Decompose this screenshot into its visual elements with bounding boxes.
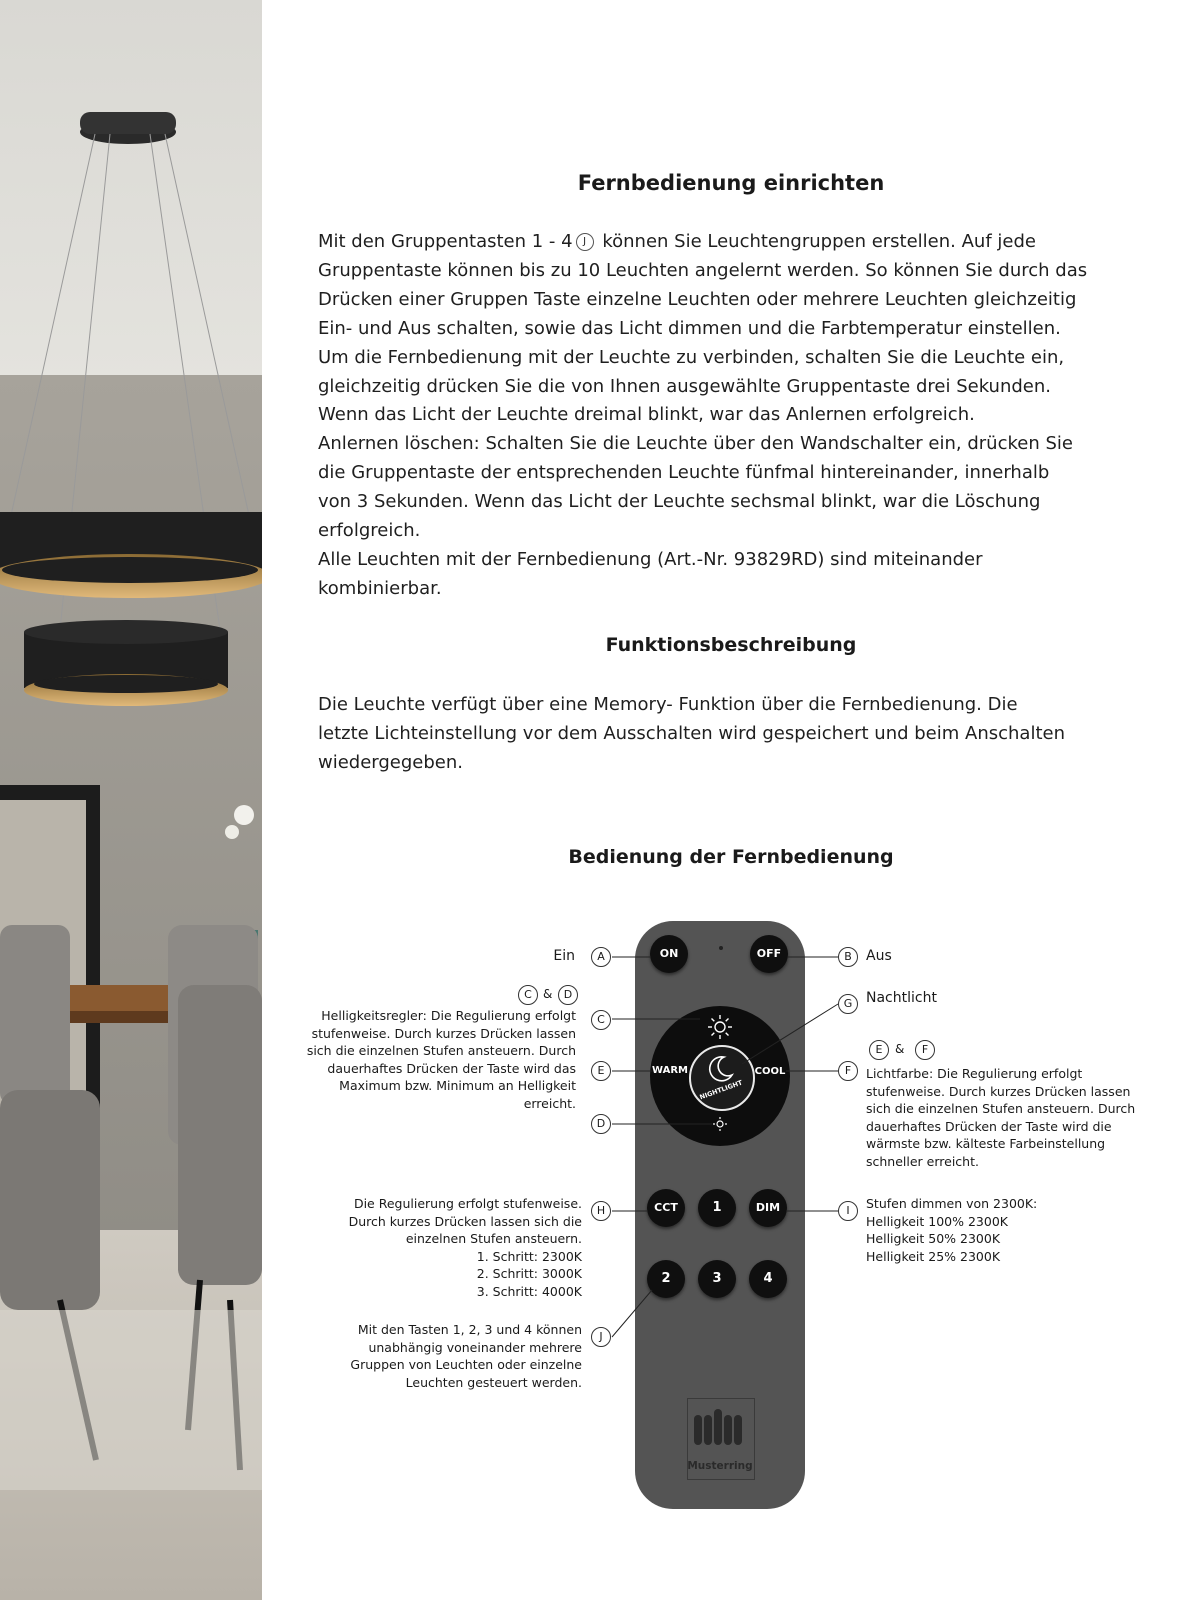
group-3-button[interactable]: 3 [698, 1260, 736, 1298]
paragraph-line: Anlernen löschen: Schalten Sie die Leuchte über den Wandschalter ein, drücken Sie [318, 433, 1073, 455]
callout-d-heading: D [558, 985, 578, 1005]
callout-a: A [591, 947, 611, 967]
label-helligkeit: Helligkeitsregler: Die Regulierung erfolgt stufenweise. Durch kurzes Drücken lassen sich die einzelnen Stufen ansteuern. Durch dauerhaftes Drücken der Taste wird das Maximum bzw. Minimum an Helligkeit erreicht. [306, 1008, 576, 1111]
brand-name: Musterring [687, 1460, 753, 1472]
paragraph-line: von 3 Sekunden. Wenn das Licht der Leuchte sechsmal blinkt, war die Löschung [318, 491, 1041, 513]
paragraph-line: Mit den Gruppentasten 1 - 4 J können Sie Leuchtengruppen erstellen. Auf jede [318, 231, 1036, 252]
dim-button[interactable]: DIM [749, 1189, 787, 1227]
warm-button[interactable]: WARM [652, 1065, 688, 1076]
label-nachtlicht: Nachtlicht [866, 990, 937, 1006]
paragraph-line: Drücken einer Gruppen Taste einzelne Leuchten oder mehrere Leuchten gleichzeitig [318, 288, 1077, 310]
paragraph-line: wiedergegeben. [318, 751, 464, 773]
callout-d: D [591, 1114, 611, 1134]
callout-b: B [838, 947, 858, 967]
paragraph-line: Um die Fernbedienung mit der Leuchte zu verbinden, schalten Sie die Leuchte ein, [318, 346, 1065, 368]
section-title-setup: Fernbedienung einrichten [577, 171, 885, 195]
off-button[interactable]: OFF [750, 935, 788, 973]
callout-f: F [838, 1061, 858, 1081]
group-key-j-icon: J [576, 233, 594, 251]
callout-f-heading: F [915, 1040, 935, 1060]
label-lichtfarbe: Lichtfarbe: Die Regulierung erfolgt stufenweise. Durch kurzes Drücken lassen sich die einzelnen Stufen ansteuern. Durch dauerhaftes Drücken der Taste wird die wärmste bzw. kälteste Farbeinstellung schneller erreicht. [866, 1066, 1136, 1169]
callout-g: G [838, 994, 858, 1014]
label-aus: Aus [866, 948, 892, 964]
group-2-button[interactable]: 2 [647, 1260, 685, 1298]
cct-button[interactable]: CCT [647, 1189, 685, 1227]
label-dim: Stufen dimmen von 2300K: Helligkeit 100% 2300K Helligkeit 50% 2300K Helligkeit 25% 2300K [866, 1196, 1038, 1264]
callout-e-heading: E [869, 1040, 889, 1060]
nightlight-label: NIGHTLIGHT [698, 1078, 744, 1102]
callout-e: E [591, 1061, 611, 1081]
callout-amp-cd: & [543, 987, 553, 1001]
paragraph-line: Alle Leuchten mit der Fernbedienung (Art.-Nr. 93829RD) sind miteinander [318, 548, 983, 570]
section-title-operation: Bedienung der Fernbedienung [568, 846, 894, 868]
callout-j: J [591, 1327, 611, 1347]
callout-h: H [591, 1201, 611, 1221]
section-title-function: Funktionsbeschreibung [605, 634, 857, 656]
paragraph-line: Ein- und Aus schalten, sowie das Licht dimmen und die Farbtemperatur einstellen. [318, 317, 1061, 339]
paragraph-line: Die Leuchte verfügt über eine Memory- Funktion über die Fernbedienung. Die [318, 694, 1018, 715]
paragraph-line: die Gruppentaste der entsprechenden Leuchte fünfmal hintereinander, innerhalb [318, 462, 1050, 484]
group-1-button[interactable]: 1 [698, 1189, 736, 1227]
group-4-button[interactable]: 4 [749, 1260, 787, 1298]
label-ein: Ein [553, 948, 575, 964]
callout-c: C [591, 1010, 611, 1030]
paragraph-line: gleichzeitig drücken Sie die von Ihnen ausgewählte Gruppentaste drei Sekunden. [318, 375, 1052, 397]
callout-i: I [838, 1201, 858, 1221]
paragraph-line: kombinierbar. [318, 577, 442, 599]
callout-c-heading: C [518, 985, 538, 1005]
callout-amp-ef: & [895, 1042, 905, 1056]
paragraph-line: letzte Lichteinstellung vor dem Ausschalten wird gespeichert und beim Anschalten [318, 722, 1065, 744]
paragraph-line: Wenn das Licht der Leuchte dreimal blinkt, war das Anlernen erfolgreich. [318, 404, 975, 426]
on-button[interactable]: ON [650, 935, 688, 973]
paragraph-line: Gruppentaste können bis zu 10 Leuchten angelernt werden. So können Sie durch das [318, 259, 1088, 281]
label-gruppen: Mit den Tasten 1, 2, 3 und 4 können unabhängig voneinander mehrere Gruppen von Leuchten oder einzelne Leuchten gesteuert werden. [350, 1322, 582, 1390]
paragraph-line: erfolgreich. [318, 520, 421, 542]
cool-button[interactable]: COOL [754, 1066, 786, 1077]
label-cct: Die Regulierung erfolgt stufenweise. Durch kurzes Drücken lassen sich die einzelnen Stufen ansteuern. 1. Schritt: 2300K 2. Schritt: 3000K 3. Schritt: 4000K [348, 1196, 582, 1299]
